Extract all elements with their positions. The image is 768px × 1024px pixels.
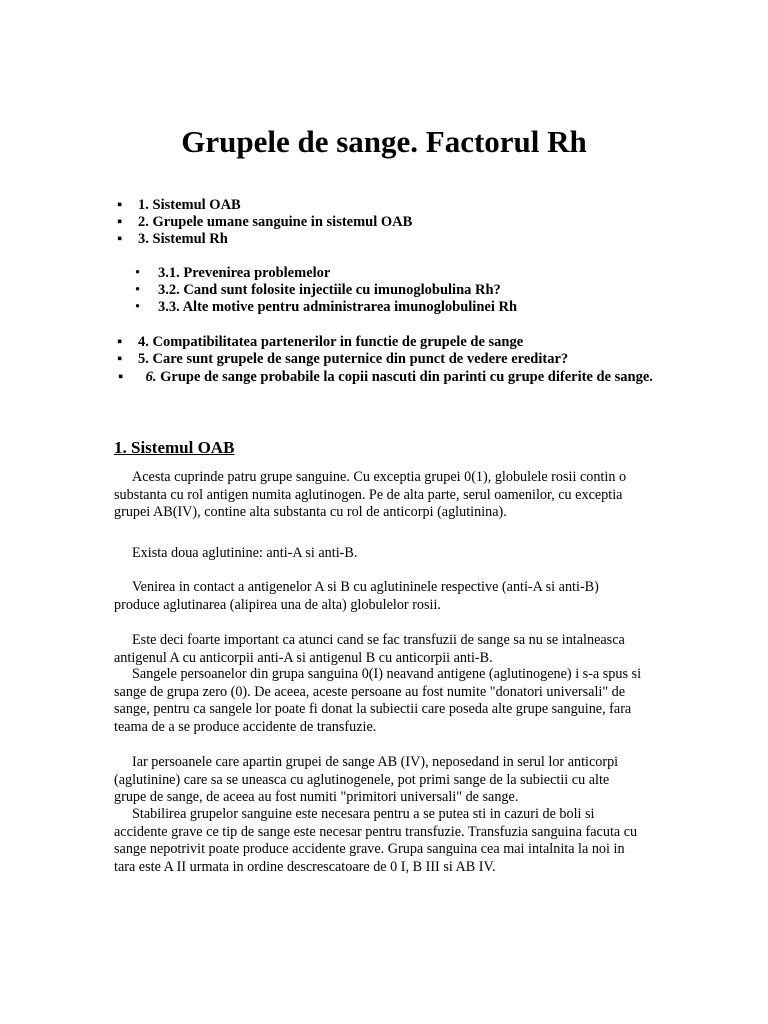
toc-item-label: 3.1. Prevenirea problemelor	[158, 265, 331, 281]
section-heading: 1. Sistemul OAB	[114, 438, 235, 457]
toc-item-label: 1. Sistemul OAB	[138, 197, 241, 213]
body-paragraph: Iar persoanele care apartin grupei de sange AB (IV), neposedand in serul lor anticorpi (aglutinine) care sa se uneasca cu aglutinogenele, pot primi sange de la subiectii cu alte grupe de sange, de aceea au fost numiti "primitori universali" de sange.	[114, 754, 619, 805]
toc-item-label: 3.2. Cand sunt folosite injectiile cu imunoglobulina Rh?	[158, 282, 501, 298]
body-paragraph: Exista doua aglutinine: anti-A si anti-B.	[132, 545, 358, 561]
square-bullet-icon: ▪	[117, 231, 123, 247]
square-bullet-icon: ▪	[117, 197, 123, 213]
toc-item-1[interactable]	[117, 196, 241, 214]
round-bullet-icon: •	[135, 282, 141, 298]
body-paragraph: Sangele persoanelor din grupa sanguina 0(I) neavand antigene (aglutinogene) i s-a spus si sange de grupa zero (0). De aceea, aceste persoane au fost numite "donatori universali" de sange, pentru ca sangele lor poate fi donat la subiectii care poseda alte grupe sanguine, fara teama de a se produce accidente de transfuzie.	[114, 666, 642, 735]
body-paragraph: Venirea in contact a antigenelor A si B cu aglutininele respective (anti-A si anti-B) produce aglutinarea (alipirea una de alta) globulelor rosii.	[114, 579, 599, 613]
toc-item-4[interactable]	[117, 333, 524, 351]
toc-item-label: 5. Care sunt grupele de sange puternice din punct de vedere ereditar?	[138, 351, 569, 367]
toc-item-number: 6.	[145, 369, 157, 385]
square-bullet-icon: ▪	[117, 334, 123, 350]
toc-item-3-2[interactable]	[136, 281, 501, 299]
toc-item-6[interactable]	[114, 368, 656, 386]
document-title: Grupele de sange. Factorul Rh	[181, 124, 587, 159]
toc-item-label: 3. Sistemul Rh	[138, 231, 228, 247]
toc-item-label: 4. Compatibilitatea partenerilor in functie de grupele de sange	[138, 334, 524, 350]
toc-item-5[interactable]	[117, 350, 569, 368]
square-bullet-icon: ▪	[117, 214, 123, 230]
body-paragraph: Este deci foarte important ca atunci cand se fac transfuzii de sange sa nu se intalneasca antigenul A cu anticorpii anti-A si antigenul B cu anticorpii anti-B.	[114, 632, 625, 666]
body-paragraph: Stabilirea grupelor sanguine este necesara pentru a se putea sti in cazuri de boli si accidente grave ce tip de sange este necesar pentru transfuzie. Transfuzia sanguina facuta cu sange nepotrivit poate produce accidente grave. Grupa sanguina cea mai intalnita la noi in tara este A II urmata in ordine descrescatoare de 0 I, B III si AB IV.	[114, 806, 638, 875]
toc-item-label: 2. Grupele umane sanguine in sistemul OAB	[138, 214, 413, 230]
round-bullet-icon: •	[135, 299, 141, 315]
toc-item-3-1[interactable]	[136, 264, 330, 282]
toc-item-label: Grupe de sange probabile la copii nascuti din parinti cu grupe diferite de sange.	[160, 369, 653, 385]
square-bullet-icon: ▪	[118, 369, 124, 385]
toc-item-3-3[interactable]	[136, 298, 517, 316]
body-paragraph: Acesta cuprinde patru grupe sanguine. Cu exceptia grupei 0(1), globulele rosii contin o substanta cu rol antigen numita aglutinogen. Pe de alta parte, serul oamenilor, cu exceptia grupei AB(IV), contine alta substanta cu rol de anticorpi (aglutinina).	[114, 469, 627, 520]
toc-item-label: 3.3. Alte motive pentru administrarea imunoglobulinei Rh	[158, 299, 518, 315]
toc-item-3[interactable]	[117, 230, 228, 248]
square-bullet-icon: ▪	[117, 351, 123, 367]
round-bullet-icon: •	[135, 265, 141, 281]
toc-item-2[interactable]	[117, 213, 413, 231]
